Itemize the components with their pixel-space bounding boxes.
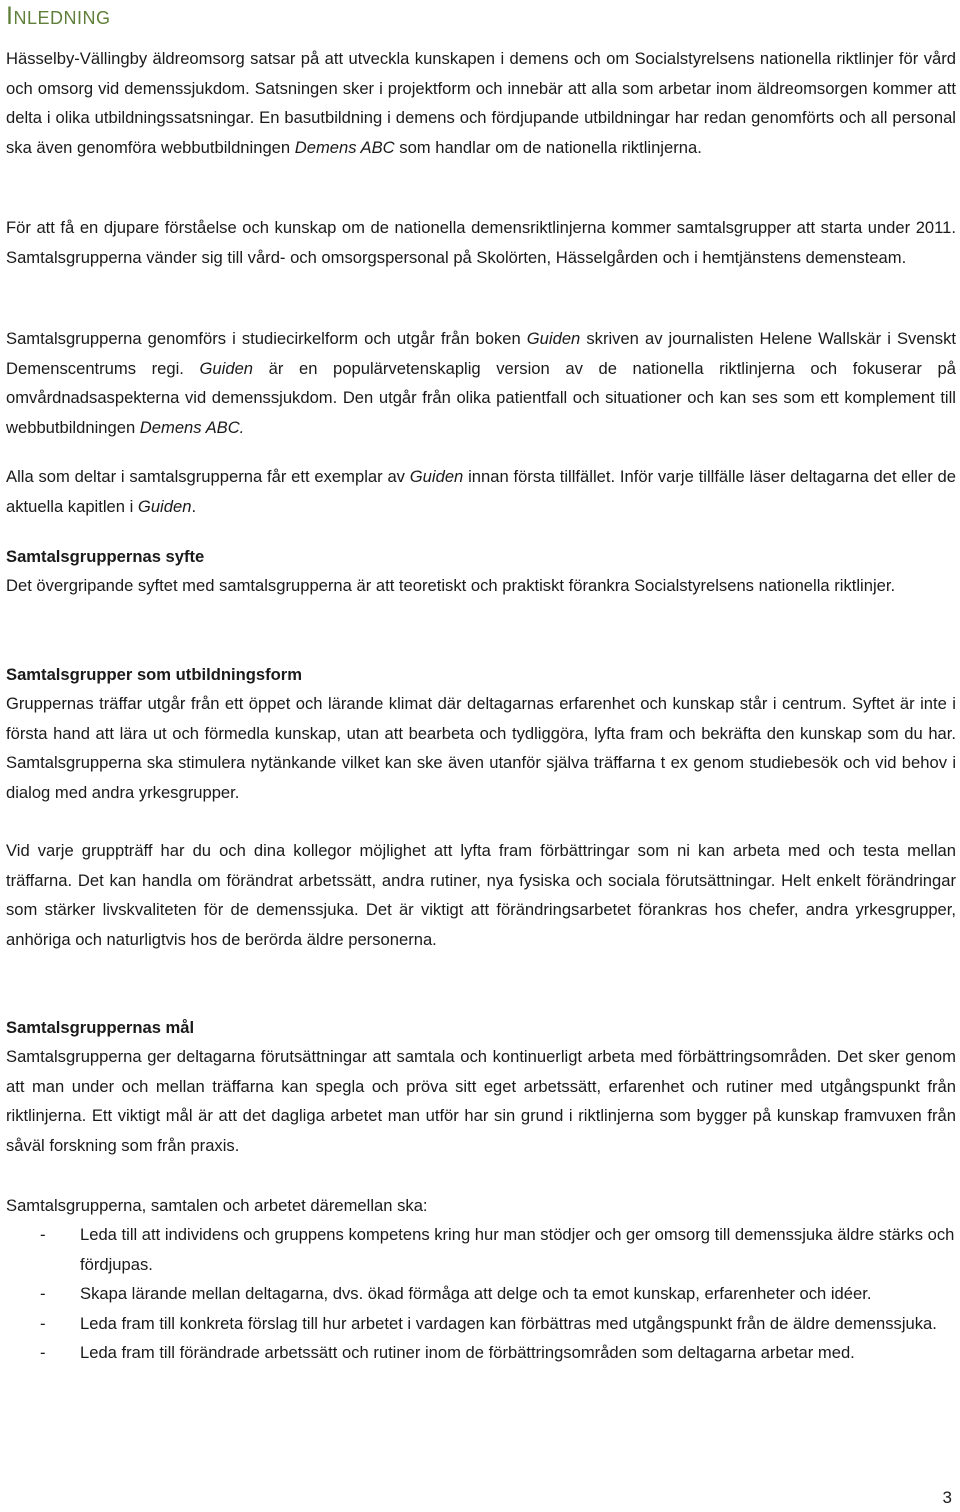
list-item-text: Leda till att individens och gruppens kompetens kring hur man stödjer och ger omsorg till demenssjuka äldre stärks och fördjupas.	[80, 1225, 955, 1274]
goals-list	[6, 1220, 956, 1368]
list-dash: -	[40, 1225, 46, 1244]
text: som handlar om de nationella riktlinjerna.	[394, 137, 702, 157]
emphasis: Guiden	[409, 467, 464, 486]
list-item-text: Leda fram till konkreta förslag till hur arbetet i vardagen kan förbättras med utgångspunkt från de äldre demenssjuka.	[80, 1313, 937, 1333]
list-dash: -	[40, 1284, 46, 1304]
subheading-syfte: Samtalsgruppernas syfte	[6, 547, 205, 566]
emphasis: Demens ABC.	[139, 417, 245, 437]
list-dash: -	[40, 1313, 46, 1333]
list-item	[6, 1309, 956, 1339]
list-item-text: Leda fram till förändrade arbetssätt och rutiner inom de förbättringsområden som deltagarna arbetar med.	[80, 1343, 855, 1363]
text: Alla som deltar i samtalsgrupperna får ett exemplar av	[6, 467, 410, 486]
page-heading: Inledning	[6, 2, 111, 30]
text: innan första tillfället. Inför varje tillfälle läser deltagarna det eller de aktuella kapitlen i	[6, 467, 956, 516]
subheading-mal: Samtalsgruppernas mål	[6, 1018, 195, 1037]
text: skriven av journalisten Helene Wallskär i Svenskt Demenscentrums regi.	[6, 329, 956, 378]
text: .	[191, 496, 197, 516]
paragraph-samtalsgrupper: För att få en djupare förståelse och kunskap om de nationella demensriktlinjerna kommer samtalsgrupper att starta under 2011. Samtalsgrupperna vänder sig till vård- och omsorgspersonal på Skolörten, Hässelgården och i hemtjänstens demensteam.	[6, 218, 956, 267]
paragraph-syfte: Det övergripande syftet med samtalsgrupperna är att teoretiskt och praktiskt förankra Socialstyrelsens nationella riktlinjer.	[6, 576, 896, 595]
list-item	[6, 1279, 956, 1309]
paragraph-utbildningsform: Gruppernas träffar utgår från ett öppet och lärande klimat där deltagarnas erfarenhet och kunskap står i centrum. Syftet är inte i första hand att lära ut och förmedla kunskap, utan att bearbeta och tydliggöra, lyfta fram och bekräfta den kunskap som du har. Samtalsgrupperna ska stimulera nytänkande vilket kan ske även utanför själva träffarna t ex genom studiebesök och vid behov i dialog med andra yrkesgrupper.	[6, 694, 956, 802]
paragraph-list-intro: Samtalsgrupperna, samtalen och arbetet däremellan ska:	[6, 1196, 428, 1215]
subheading-utbildningsform: Samtalsgrupper som utbildningsform	[6, 665, 302, 684]
paragraph-mal: Samtalsgrupperna ger deltagarna förutsättningar att samtala och kontinuerligt arbeta med förbättringsområden. Det sker genom att man under och mellan träffarna kan spegla och pröva sitt eget arbetssätt, erfarenhet och rutiner med utgångspunkt från riktlinjerna. Ett viktigt mål är att det dagliga arbetet man utför har sin grund i riktlinjerna som bygger på kunskap framvuxen från såväl forskning som från praxis.	[6, 1047, 956, 1155]
list-dash: -	[40, 1343, 46, 1363]
emphasis: Guiden	[199, 358, 254, 378]
paragraph-gruppträff: Vid varje gruppträff har du och dina kollegor möjlighet att lyfta fram förbättringar som ni kan arbeta med och testa mellan träffarna. Det kan handla om förändrat arbetssätt, andra rutiner, nya fysiska och sociala förutsättningar. Helt enkelt förändringar som stärker livskvaliteten för de demenssjuka. Det är viktigt att förändringsarbetet förankras hos chefer, andra yrkesgrupper, anhöriga och naturligtvis hos de berörda äldre personerna.	[6, 841, 956, 949]
list-item	[6, 1220, 956, 1279]
emphasis: Guiden	[526, 329, 581, 348]
paragraph-guiden	[6, 462, 956, 521]
paragraph-intro	[6, 44, 956, 162]
emphasis: Guiden	[137, 496, 192, 516]
emphasis: Demens ABC	[294, 137, 395, 157]
text: är en populärvetenskaplig version av de nationella riktlinjerna och fokuserar på omvårdnadsaspekterna vid demenssjukdom. Den utgår från olika patientfall och situationer och kan ses som ett komplement till webbutbildningen	[6, 358, 956, 437]
list-item	[6, 1338, 956, 1368]
list-item-text: Skapa lärande mellan deltagarna, dvs. ökad förmåga att delge och ta emot kunskap, erfarenheter och idéer.	[80, 1284, 872, 1304]
text: Hässelby-Vällingby äldreomsorg satsar på att utveckla kunskapen i demens och om Socialstyrelsens nationella riktlinjer för vård och omsorg vid demenssjukdom. Satsningen sker i projektform och innebär att alla som arbetar inom äldreomsorgen kommer att delta i olika utbildningssatsningar. En basutbildning i demens och fördjupande utbildningar har redan genomförts och all personal ska även genomföra webbutbildningen	[6, 49, 956, 157]
text: Samtalsgrupperna genomförs i studiecirkelform och utgår från boken	[6, 329, 527, 348]
paragraph-studiecirkel	[6, 324, 956, 442]
page-number: 3	[942, 1488, 952, 1507]
